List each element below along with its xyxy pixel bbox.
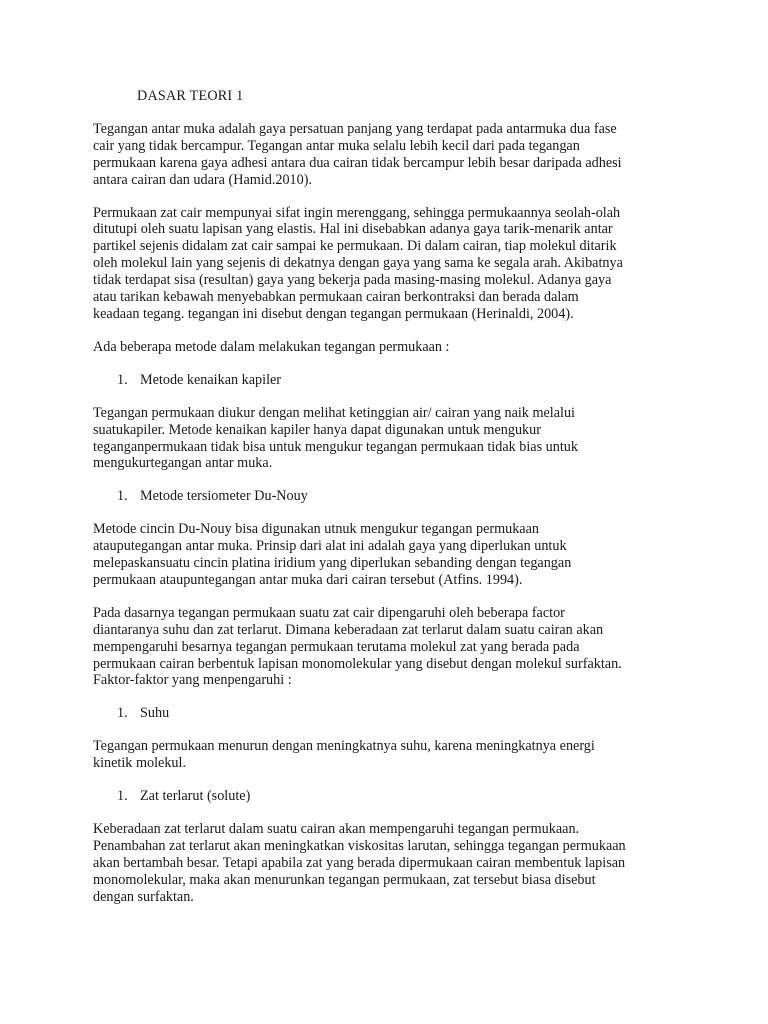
list-item-number: 1. [117,788,128,805]
paragraph-solute: Keberadaan zat terlarut dalam suatu cairan akan mempengaruhi tegangan permukaan. Penambahan zat terlarut akan meningkatkan viskositas larutan, sehingga tegangan permukaan akan bertambah besar. Tetapi apabila zat yang berada dipermukaan cairan membentuk lapisan monomolekular, maka akan menurunkan tegangan permukaan, zat tersebut biasa disebut dengan surfaktan. [93,821,626,905]
paragraph-du-nouy-method: Metode cincin Du-Nouy bisa digunakan utnuk mengukur tegangan permukaan atauputegangan antar muka. Prinsip dari alat ini adalah gaya yang diperlukan untuk melepaskansuatu cincin platina iridium yang diperlukan sebanding dengan tegangan permukaan ataupuntegangan antar muka dari cairan tersebut (Atfins. 1994). [93,521,572,588]
paragraph-interfacial-tension: Tegangan antar muka adalah gaya persatuan panjang yang terdapat pada antarmuka dua fase cair yang tidak bercampur. Tegangan antar muka selalu lebih kecil dari pada tegangan permukaan karena gaya adhesi antara dua cairan tidak bercampur lebih besar daripada adhesi antara cairan dan udara (Hamid.2010). [93,120,622,188]
paragraph-temperature: Tegangan permukaan menurun dengan meningkatnya suhu, karena meningkatnya energi kinetik molekul. [93,738,595,772]
list-item-solute [117,788,683,805]
list-item-label: Metode tersiometer Du-Nouy [140,488,308,505]
paragraph-influencing-factors: Pada dasarnya tegangan permukaan suatu zat cair dipengaruhi oleh beberapa factor diantaranya suhu dan zat terlarut. Dimana keberadaan zat terlarut dalam suatu cairan akan mempengaruhi besarnya tegangan permukaan terutama molekul zat yang berada pada permukaan cairan berbentuk lapisan monomolekular yang disebut dengan molekul surfaktan. Faktor-faktor yang menpengaruhi : [93,604,622,689]
document-title: DASAR TEORI 1 [137,88,244,104]
list-item-temperature [117,705,683,722]
list-item-label: Suhu [140,705,170,722]
list-item-du-nouy-method [117,488,683,505]
list-item-number: 1. [117,488,128,505]
list-item-label: Zat terlarut (solute) [140,788,251,805]
list-item-capillary-method [117,372,683,389]
list-item-number: 1. [117,705,128,722]
document-body [93,88,683,922]
list-item-number: 1. [117,371,128,388]
paragraph-methods-intro: Ada beberapa metode dalam melakukan tegangan permukaan : [93,338,450,355]
paragraph-capillary-method: Tegangan permukaan diukur dengan melihat ketinggian air/ cairan yang naik melalui suatukapiler. Metode kenaikan kapiler hanya dapat digunakan untuk mengukur teganganpermukaan tidak bisa untuk mengukur tegangan permukaan tidak bias untuk mengukurtegangan antar muka. [93,404,578,472]
list-item-label: Metode kenaikan kapiler [140,371,282,388]
paragraph-surface-tension: Permukaan zat cair mempunyai sifat ingin merenggang, sehingga permukaannya seolah-olah ditutupi oleh suatu lapisan yang elastis. Hal ini disebabkan adanya gaya tarik-menarik antar partikel sejenis didalam zat cair sampai ke permukaan. Di dalam cairan, tiap molekul ditarik oleh molekul lain yang sejenis di dekatnya dengan gaya yang sama ke segala arah. Akibatnya tidak terdapat sisa (resultan) gaya yang bekerja pada masing-masing molekul. Adanya gaya atau tarikan kebawah menyebabkan permukaan cairan berkontraksi dan berada dalam keadaan tegang. tegangan ini disebut dengan tegangan permukaan (Herinaldi, 2004). [93,204,623,322]
